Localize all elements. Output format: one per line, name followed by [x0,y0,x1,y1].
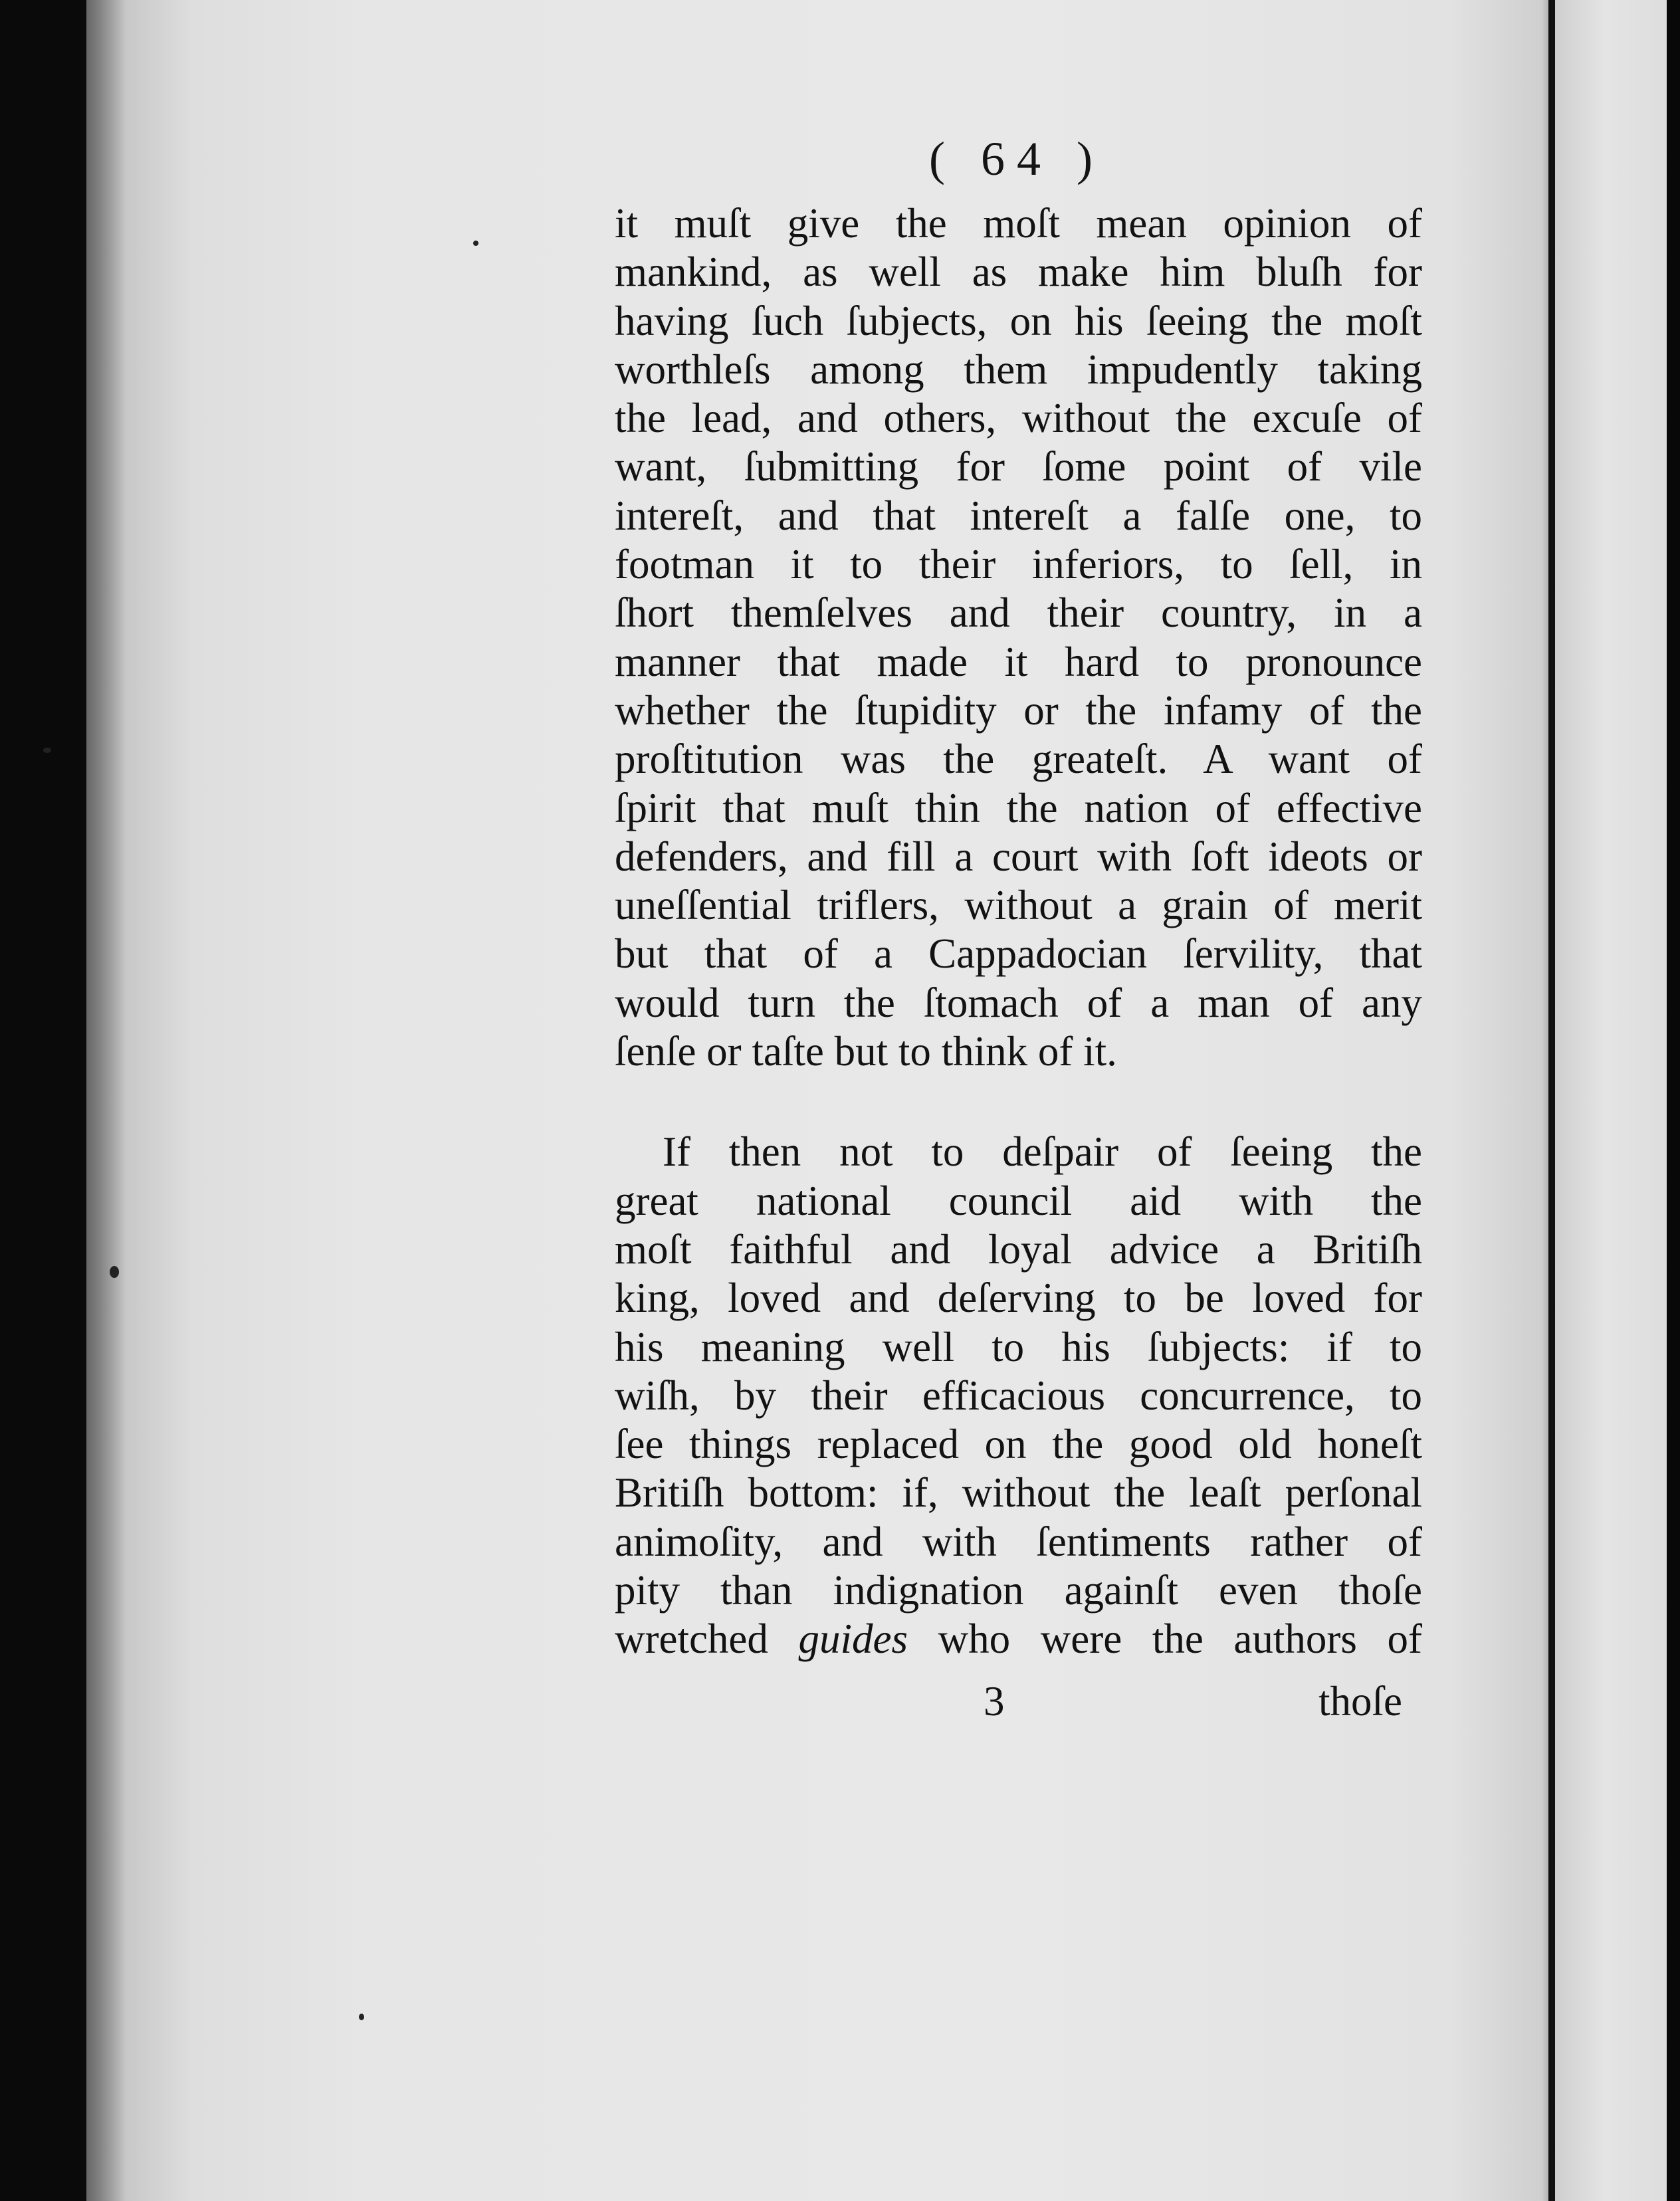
adjacent-page-shadow [1667,0,1680,2201]
text-line: uneſſential triflers, without a grain of merit [615,882,1422,929]
text-fragment: wretched [615,1616,768,1663]
text-line: would turn the ſtomach of a man of any [615,979,1422,1026]
text-line: moſt faithful and loyal advice a Britiſh [615,1225,1422,1273]
text-line: but that of a Cappadocian ſervility, that [615,930,1422,978]
text-line: animoſity, and with ſentiments rather of [615,1518,1422,1565]
text-line: whether the ſtupidity or the infamy of the [615,686,1422,734]
text-line: king, loved and deſerving to be loved for [615,1275,1422,1322]
ink-speck [43,748,51,753]
paragraph [615,199,1422,1076]
text-line: ſpirit that muſt thin the nation of effective [615,784,1422,831]
text-line: manner that made it hard to pronounce [615,638,1422,685]
text-line: ſenſe or taſte but to think of it. [615,1028,1117,1075]
text-line: intereſt, and that intereſt a falſe one, to [615,492,1422,539]
text-line: defenders, and fill a court with ſoft ideots or [615,833,1422,880]
text-line: it muſt give the moſt mean opinion of [615,200,1422,247]
italic-word: guides [798,1616,908,1663]
text-line: proſtitution was the greateſt. A want of [615,736,1422,783]
catchword: thoſe [1318,1678,1402,1725]
text-line: wiſh, by their efficacious concurrence, to [615,1372,1422,1419]
adjacent-page-edge [1555,0,1680,2201]
signature-mark: 3 [984,1678,1005,1725]
page-number: ( 64 ) [929,132,1104,185]
text-line: want, ſubmitting for ſome point of vile [615,443,1422,490]
text-line: pity than indignation againſt even thoſe [615,1567,1422,1614]
text-line: worthleſs among them impudently taking [615,346,1422,393]
text-line: Britiſh bottom: if, without the leaſt perſonal [615,1469,1422,1517]
text-line [615,1615,1422,1663]
ink-speck [473,241,478,246]
text-line: his meaning well to his ſubjects: if to [615,1323,1422,1370]
text-line: mankind, as well as make him bluſh for [615,249,1422,296]
ink-speck [110,1266,119,1278]
text-line: great national council aid with the [615,1177,1422,1224]
ink-speck [359,2014,364,2020]
page-edge-rule [1548,0,1555,2201]
text-line: having ſuch ſubjects, on his ſeeing the moſt [615,297,1422,344]
paragraph-gap [615,1076,1422,1128]
paragraph [615,1128,1422,1663]
body-text [615,199,1422,1664]
text-line: footman it to their inferiors, to ſell, in [615,541,1422,588]
text-line: ſhort themſelves and their country, in a [615,589,1422,637]
text-line: the lead, and others, without the excuſe of [615,395,1422,442]
text-line: ſee things replaced on the good old honeſt [615,1421,1422,1468]
spine-shadow [86,0,126,2201]
footer-line [615,1675,1402,1728]
text-fragment: who were the authors of [938,1616,1422,1663]
text-line: If then not to deſpair of ſeeing the [663,1128,1422,1176]
